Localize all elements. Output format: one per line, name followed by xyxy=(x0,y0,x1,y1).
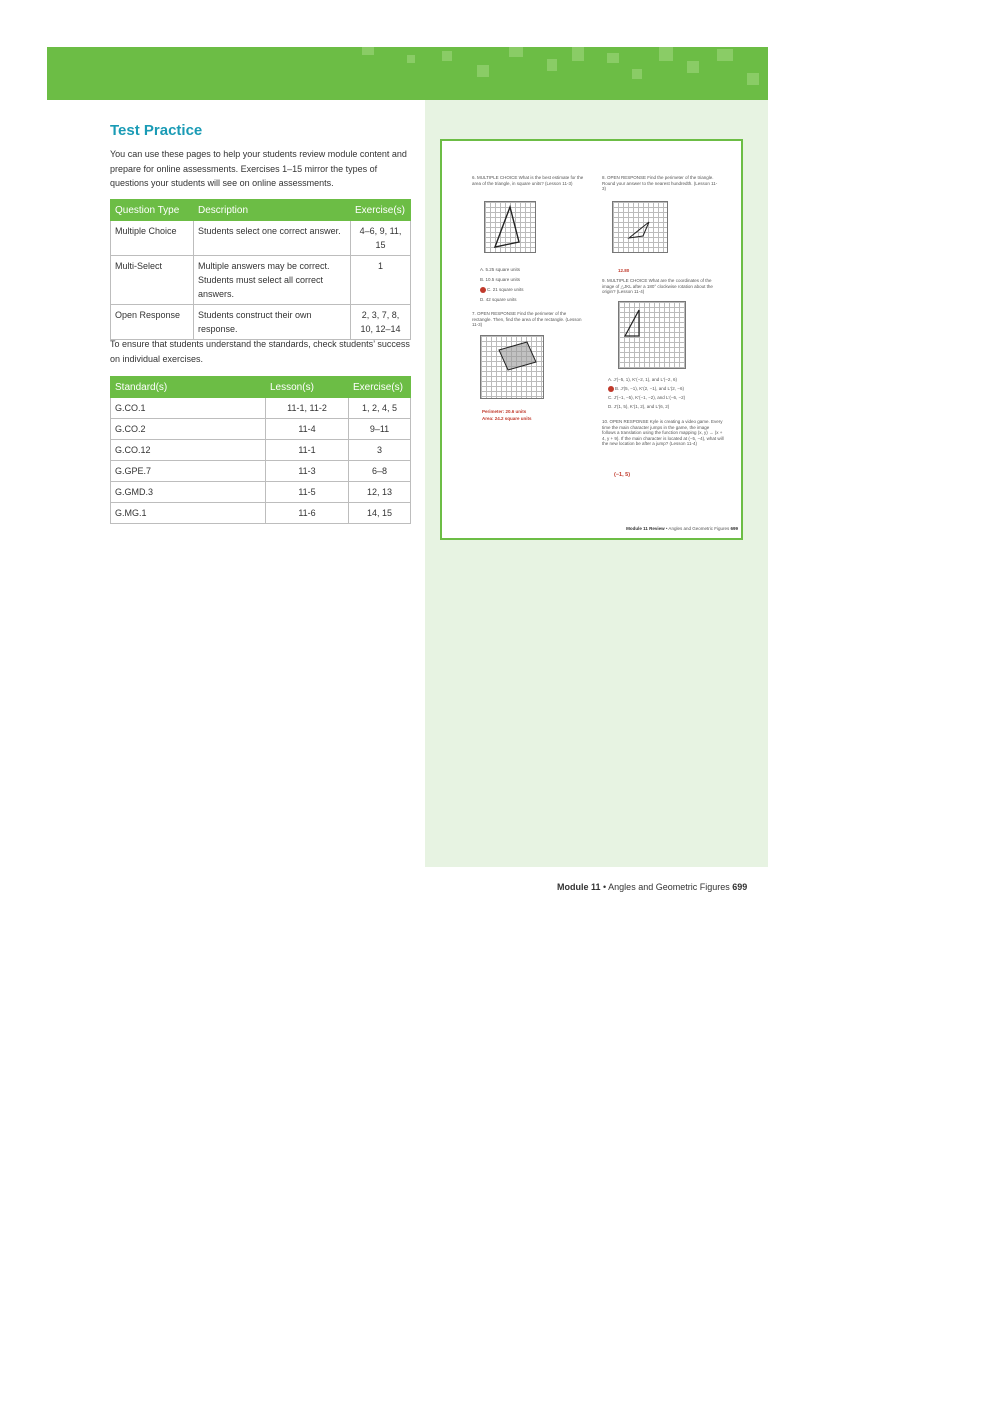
table-cell: G.CO.2 xyxy=(111,419,266,440)
q7-perimeter-answer: Perimeter: 20.6 units xyxy=(482,409,527,414)
table-row xyxy=(111,398,411,419)
question-7: 7. OPEN RESPONSE Find the perimeter of the rectangle. Then, find the area of the rectangle. (Lesson 11-3) xyxy=(472,311,582,328)
q6-option-b: B. 10.5 square units xyxy=(480,277,521,282)
selected-answer-marker xyxy=(608,386,614,392)
table-cell: 3 xyxy=(349,440,411,461)
table-cell: 4–6, 9, 11, 15 xyxy=(351,221,411,256)
table-cell: 2, 3, 7, 8, 10, 12–14 xyxy=(351,305,411,340)
table-cell: Multi-Select xyxy=(111,256,194,305)
table-cell: Open Response xyxy=(111,305,194,340)
table-cell: 11-3 xyxy=(266,461,349,482)
column-header: Exercise(s) xyxy=(349,377,411,398)
standards-table xyxy=(110,376,411,524)
column-header: Exercise(s) xyxy=(351,200,411,221)
column-header: Standard(s) xyxy=(111,377,266,398)
column-header: Description xyxy=(194,200,351,221)
table-row xyxy=(111,461,411,482)
table-cell: G.CO.12 xyxy=(111,440,266,461)
q6-option-c: C. 21 square units xyxy=(480,287,580,293)
question-9: 9. MULTIPLE CHOICE What are the coordinates of the image of △JKL after a 180° clockwise rotation about the origin? (Lesson 11-4) xyxy=(602,278,713,295)
header-banner xyxy=(47,47,768,100)
table-cell: Multiple Choice xyxy=(111,221,194,256)
table-cell: 11-1, 11-2 xyxy=(266,398,349,419)
footer-title: • Angles and Geometric Figures xyxy=(600,882,733,892)
student-page-thumbnail xyxy=(440,139,743,540)
q10-answer: (−1, 5) xyxy=(614,472,631,478)
selected-answer-marker xyxy=(480,287,486,293)
table-cell: Multiple answers may be correct. Students must select all correct answers. xyxy=(194,256,351,305)
table-cell: G.CO.1 xyxy=(111,398,266,419)
question-type-table xyxy=(110,199,411,340)
column-header: Lesson(s) xyxy=(266,377,349,398)
standards-paragraph: To ensure that students understand the standards, check students’ success on individual exercises. xyxy=(110,339,410,364)
q9-option-d: D. J′(1, 5), K′(1, 2), and L′(6, 2) xyxy=(608,404,670,409)
table-row xyxy=(111,440,411,461)
q9-option-b: B. J′(5, −1), K′(2, −1), and L′(2, −6) xyxy=(608,386,728,392)
table-cell: 11-1 xyxy=(266,440,349,461)
table-row xyxy=(111,419,411,440)
q8-answer: 12.80 xyxy=(618,268,630,273)
page-number: 699 xyxy=(732,882,748,892)
question-10: 10. OPEN RESPONSE Kyle is creating a video game. Every time the main character jumps in the game, the image follows a translation using the function mapping (x, y) → (x + 4, y + 9). If the main character is located at (−5, −4), what will the new location be after a jump? (Lesson 11-4) xyxy=(602,419,724,447)
table-cell: 11-5 xyxy=(266,482,349,503)
table-cell: Students select one correct answer. xyxy=(194,221,351,256)
triangle-perimeter-graph xyxy=(612,201,668,253)
table-cell: G.GPE.7 xyxy=(111,461,266,482)
table-row xyxy=(111,482,411,503)
footer-module: Module 11 xyxy=(557,882,601,892)
table-cell: 11-6 xyxy=(266,503,349,524)
rotation-graph xyxy=(618,301,686,369)
table-cell: 1, 2, 4, 5 xyxy=(349,398,411,419)
table-cell: G.MG.1 xyxy=(111,503,266,524)
table-row xyxy=(111,503,411,524)
rectangle-graph xyxy=(480,335,544,399)
table-cell: 12, 13 xyxy=(349,482,411,503)
table-row xyxy=(111,221,411,256)
page-footer xyxy=(557,882,747,892)
table-cell: Students construct their own response. xyxy=(194,305,351,340)
table-row xyxy=(111,256,411,305)
q6-option-d: D. 42 square units xyxy=(480,297,517,302)
table-cell: 11-4 xyxy=(266,419,349,440)
q6-option-a: A. 5.25 square units xyxy=(480,267,521,272)
question-8: 8. OPEN RESPONSE Find the perimeter of the triangle. Round your answer to the nearest hundredth. (Lesson 11-3) xyxy=(602,175,718,192)
table-cell: 1 xyxy=(351,256,411,305)
column-header: Question Type xyxy=(111,200,194,221)
q9-option-a: A. J′(−5, 1), K′(−2, 1), and L′(−2, 6) xyxy=(608,377,677,382)
table-cell: 6–8 xyxy=(349,461,411,482)
table-cell: 14, 15 xyxy=(349,503,411,524)
q7-area-answer: Area: 24.2 square units xyxy=(482,416,532,421)
table-cell: G.GMD.3 xyxy=(111,482,266,503)
table-cell: 9–11 xyxy=(349,419,411,440)
section-title: Test Practice xyxy=(110,122,203,139)
table-row xyxy=(111,305,411,340)
triangle-graph xyxy=(484,201,536,253)
thumbnail-footer: Module 11 Review • Angles and Geometric Figures 699 xyxy=(626,526,738,531)
q9-option-c: C. J′(−1, −5), K′(−1, −2), and L′(−6, −2) xyxy=(608,395,686,400)
question-6: 6. MULTIPLE CHOICE What is the best estimate for the area of the triangle, in square units? (Lesson 11-3) xyxy=(472,175,584,186)
intro-paragraph: You can use these pages to help your students review module content and prepare for online assessments. Exercises 1–15 mirror the types of questions your students will see on online assessments. xyxy=(110,149,407,188)
